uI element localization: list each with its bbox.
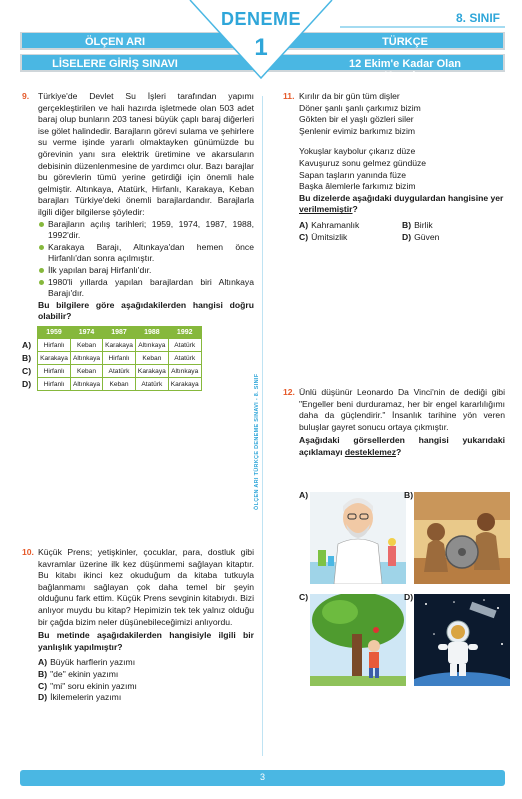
scope-label: 12 Ekim'e Kadar Olan Konular (348, 58, 462, 82)
table-cell: Karakaya (38, 352, 71, 365)
answer-options (38, 657, 254, 703)
option-a[interactable]: A) Büyük harflerin yazımı (38, 657, 136, 668)
table-cell: Atatürk (135, 378, 168, 391)
poem-line: Kırılır da bir gün tüm dişler (299, 91, 400, 101)
table-cell: Karakaya (168, 378, 201, 391)
option-label: B) (22, 352, 32, 363)
option-label: D) (22, 378, 32, 389)
question-10 (22, 547, 254, 704)
poem-line: Kavuşuruz sonu gelmez gündüze (299, 157, 427, 168)
bullet-item: Karakaya Barajı, Altınkaya'dan hemen önce Hirfanlı'dan sonra açılmıştır. (38, 242, 254, 265)
table-header: 1988 (135, 326, 168, 339)
table-cell: Karakaya (103, 339, 136, 352)
table-header: 1992 (168, 326, 201, 339)
table-cell: Keban (70, 339, 102, 352)
table-row[interactable] (22, 339, 201, 352)
question-number: 11. (283, 91, 295, 101)
question-intro: Türkiye'de Devlet Su İşleri tarafından yapımı gerçekleştirilen ve hali hazırda işletmede olan 503 adet baraj olup bunların 203 tanesi büyük çaplı baraj diğerleri ise gölet halindedir. Barajların görevi sulama ve şehirlere su verme işinde yararlı olmaktayken günümüzde bu görevinin yanı sıra elektrik üretimine ve akarsuların debisinin düzenlenmesine de yardımcı olur. Bazı barajlar bu görevlerin tümü yerine getirdiği için önemli hale gelmiştir. Altınkaya, Atatürk, Hirfanlı, Karakaya, Keban barajları Türkiye'deki önemli barajlardandır. Barajlarla ilgili diğer bilgilerse şöyledir: (38, 91, 254, 217)
option-label: C) (22, 365, 32, 376)
option-d[interactable]: D) İkilemelerin yazımı (38, 692, 122, 703)
table-cell: Keban (135, 352, 168, 365)
table-cell: Atatürk (168, 352, 201, 365)
table-row[interactable] (22, 378, 201, 391)
table-cell: Atatürk (103, 365, 136, 378)
table-row[interactable] (22, 352, 201, 365)
bullet-item: 1980'li yıllarda yapılan barajlardan biri Altınkaya Barajı'dır. (38, 277, 254, 300)
side-vertical-text: ÖLÇEN ARI TÜRKÇE DENEME SINAVI - 8. SINIF (254, 373, 260, 510)
option-b-label: B) (404, 490, 414, 500)
table-header: 1987 (103, 326, 136, 339)
question-text: Küçük Prens; yetişkinler, çocuklar, para, dostluk gibi kavramlar üzerine ilk kez düşünmemi sağlayan kitaptır. Bu kitabı ikinci kez okuduğum da kitaba tutkuyla bağlanmamı sağlayan çok daha temel bir şeyin olduğunu fark ettim. Küçük Prens sevginin kitabıydı. Bizi anlıyor muydu bu kitap? Hepimizin tek tek yalnız olduğu bir çağda bizim neler düşünebileceğimizi anlıyordu. (38, 547, 254, 627)
table-cell: Atatürk (168, 339, 201, 352)
option-b[interactable]: B) "de" ekinin yazımı (38, 668, 119, 679)
dam-table (22, 326, 202, 392)
poem (299, 91, 505, 243)
question-number: 12. (283, 387, 295, 397)
option-d-label: D) (404, 592, 414, 602)
astronaut-illustration[interactable] (414, 594, 510, 686)
table-header: 1959 (38, 326, 71, 339)
table-row[interactable] (22, 365, 201, 378)
page-number: 3 (259, 772, 265, 782)
table-cell: Hirfanlı (38, 365, 71, 378)
option-a-label: A) (299, 490, 309, 500)
option-b[interactable]: B) Birlik (402, 219, 433, 230)
question-number: 10. (22, 547, 34, 557)
option-c[interactable]: C) Ümitsizlik (299, 231, 348, 242)
scientist-illustration[interactable] (310, 492, 406, 584)
option-c[interactable]: C) "mi" soru ekinin yazımı (38, 680, 137, 691)
answer-options (299, 220, 505, 243)
question-9 (22, 91, 254, 391)
bullet-item: Barajların açılış tarihleri; 1959, 1974, 1987, 1988, 1992'dir. (38, 219, 254, 242)
question-prompt: Bu metinde aşağıdakilerden hangisiyle ilgili bir yanlışlık yapılmıştır? (38, 630, 254, 652)
question-11 (283, 91, 505, 243)
table-cell: Altınkaya (70, 378, 102, 391)
table-cell: Altınkaya (168, 365, 201, 378)
question-number: 9. (22, 91, 30, 101)
table-cell: Hirfanlı (103, 352, 136, 365)
page-header (0, 0, 522, 90)
table-header: 1974 (70, 326, 102, 339)
question-prompt: Aşağıdaki görsellerden hangisi yukarıdaki açıklamayı desteklemez? (299, 435, 505, 457)
page-footer (20, 770, 505, 786)
subject-label: TÜRKÇE (382, 36, 428, 48)
column-divider (262, 96, 263, 756)
option-c-label: C) (299, 592, 309, 602)
poem-line: Gökten bir el yaşlı gözleri siler (299, 114, 414, 125)
bullet-item: İlk yapılan baraj Hirfanlı'dır. (38, 265, 254, 277)
table-cell: Altınkaya (70, 352, 102, 365)
poem-line: Yokuşlar kaybolur çıkarız düze (299, 146, 416, 157)
question-12 (283, 387, 505, 459)
exam-brand: DENEME (220, 9, 301, 29)
poem-line: Başka âlemlerle farkımız bizim (299, 181, 416, 192)
grade-label: 8. SINIF (455, 11, 500, 25)
question-prompt: Bu dizelerde aşağıdaki duygulardan hangisine yer verilmemiştir? (299, 192, 504, 215)
poem-line: Döner şanlı şanlı çarkımız bizim (299, 102, 421, 113)
table-cell: Karakaya (135, 365, 168, 378)
exam-type-label: LİSELERE GİRİŞ SINAVI (52, 58, 178, 70)
publisher-label: ÖLÇEN ARI (84, 36, 146, 48)
poem-line: Şenlenir evimiz barkımız bizim (299, 125, 416, 136)
boy-under-tree-illustration[interactable] (310, 594, 406, 686)
question-prompt: Bu bilgilere göre aşağıdakilerden hangisi doğru olabilir? (38, 299, 254, 322)
option-d[interactable]: D) Güven (402, 231, 440, 242)
table-cell: Keban (70, 365, 102, 378)
table-cell: Altınkaya (135, 339, 168, 352)
table-cell: Keban (103, 378, 136, 391)
bullet-list (38, 219, 254, 300)
option-a[interactable]: A) Kahramanlık (299, 219, 360, 230)
exam-number: 1 (254, 34, 268, 61)
table-cell: Hirfanlı (38, 339, 71, 352)
option-label: A) (22, 339, 32, 350)
cavemen-wheel-illustration[interactable] (414, 492, 510, 584)
poem-line: Sapan taşların yanında füze (299, 169, 407, 180)
question-text: Ünlü düşünür Leonardo Da Vinci'nin de dediği gibi "Engeller beni durduramaz, her bir engel kararlılığımı daha da güçlendirir." İnsanlık tarihine yön veren buluşlar gayret sonucu ortaya çıkmıştır. (299, 387, 505, 432)
table-cell: Hirfanlı (38, 378, 71, 391)
